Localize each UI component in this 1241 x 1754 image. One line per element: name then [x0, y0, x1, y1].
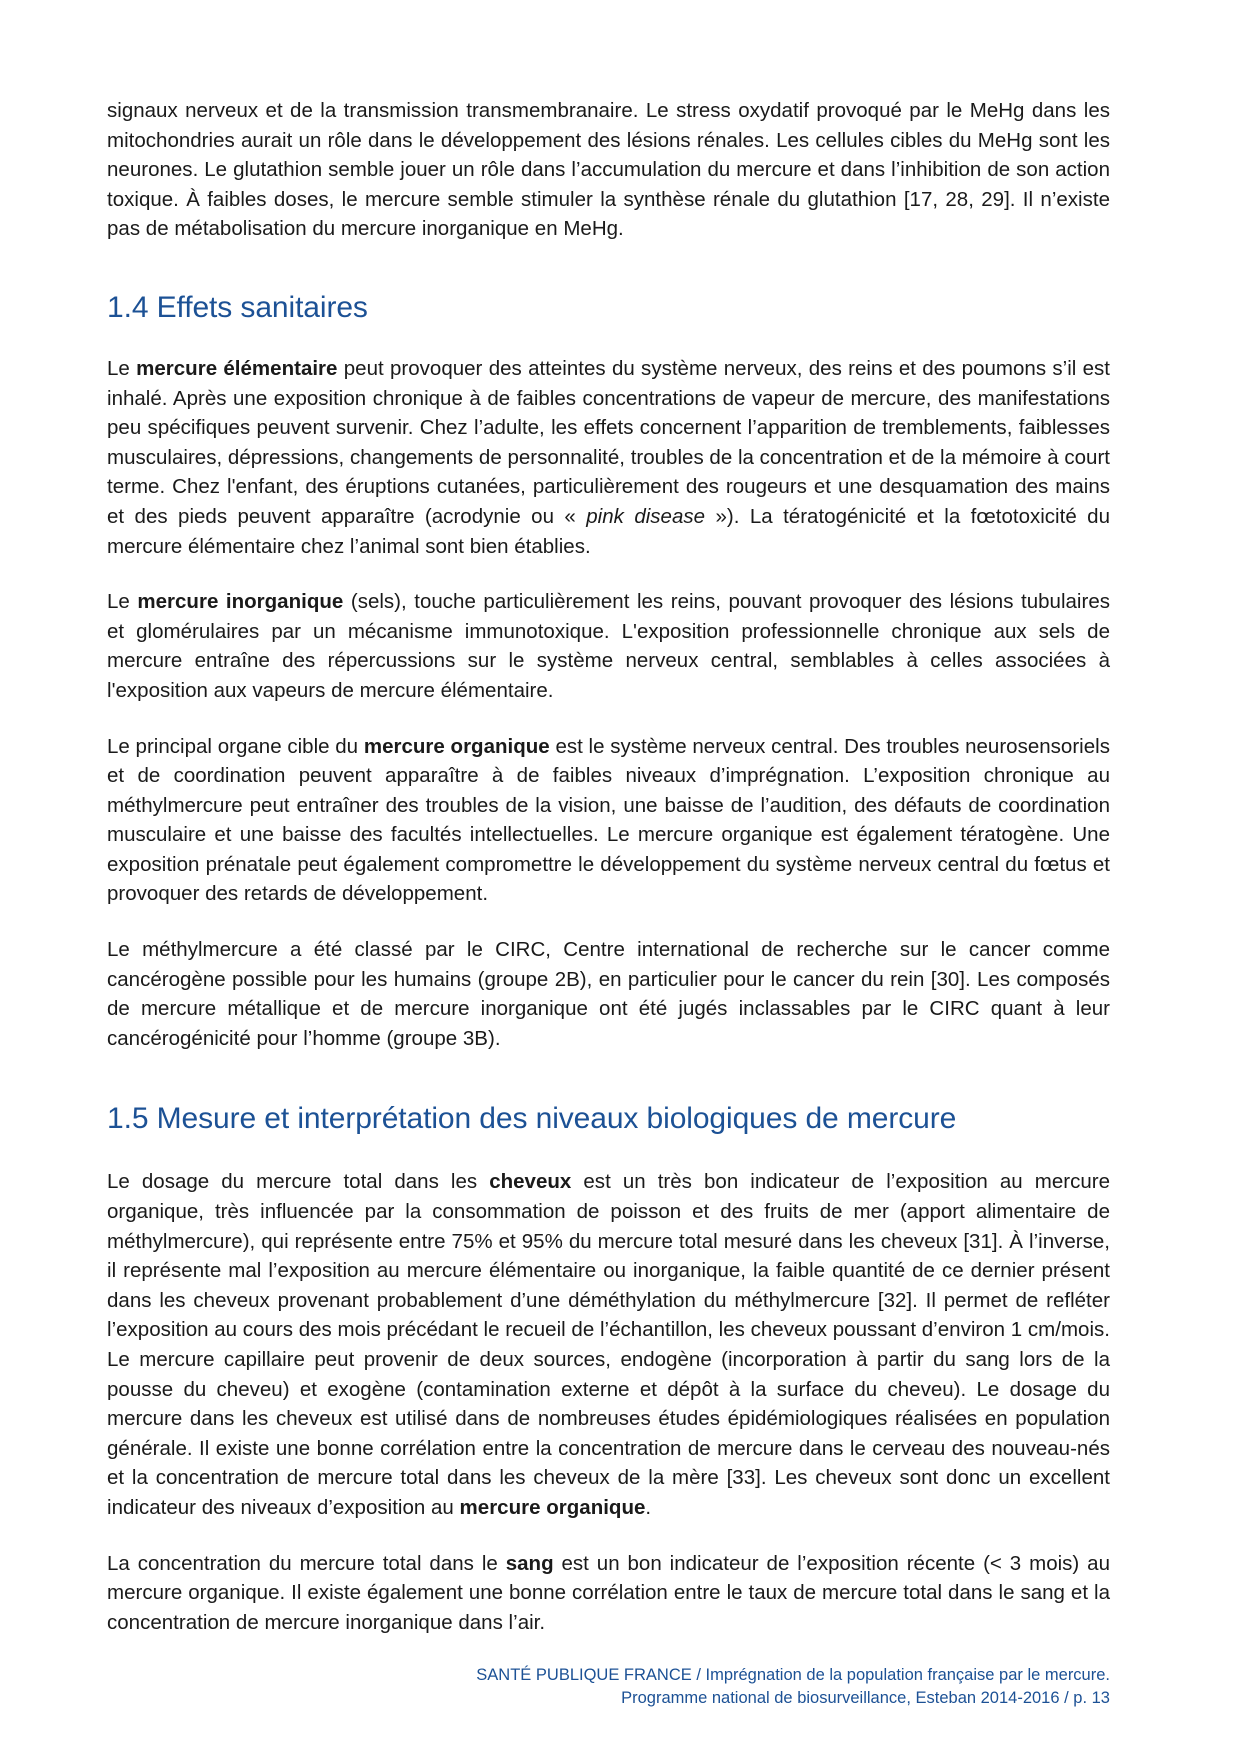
paragraph-mercure-inorganique [107, 587, 1110, 705]
text-run: est le système nerveux central. Des troubles neurosensoriels et de coordination peuvent apparaître à de faibles niveaux d’imprégnation. L’exposition chronique au méthylmercure peut entraîner des troubles de la vision, une baisse de l’audition, des défauts de coordination musculaire et une baisse des facultés intellectuelles. Le mercure organique est également tératogène. Une exposition prénatale peut également compromettre le développement du système nerveux central du fœtus et provoquer des retards de développement. [107, 734, 1110, 906]
paragraph-sang [107, 1549, 1110, 1638]
bold-term-sang: sang [505, 1551, 554, 1575]
paragraph-mercure-elementaire [107, 354, 1110, 561]
text-run: est un bon indicateur de l’exposition récente (< 3 mois) au mercure organique. Il existe également une bonne corrélation entre le taux de mercure total dans le sang et la concentration de mercure inorganique dans l’air. [107, 1551, 1110, 1634]
bold-term-mercure-organique-2: mercure organique [459, 1495, 646, 1519]
page-footer [0, 1664, 1241, 1710]
heading-section-1-5: 1.5 Mesure et interprétation des niveaux biologiques de mercure [107, 1102, 957, 1136]
text-run: peut provoquer des atteintes du système nerveux, des reins et des poumons s’il est inhalé. Après une exposition chronique à de faibles concentrations de vapeur de mercure, des manifestations peu spécifiques peuvent survenir. Chez l’adulte, les effets concernent l’apparition de tremblements, faiblesses musculaires, dépressions, changements de personnalité, troubles de la concentration et de la mémoire à court terme. Chez l'enfant, des éruptions cutanées, particulièrement des rougeurs et une desquamation des mains et des pieds peuvent apparaître (acrodynie ou « [107, 356, 1111, 528]
footer-line-2: Programme national de biosurveillance, Esteban 2014-2016 / p. 13 [621, 1689, 1110, 1707]
text-run: »). La tératogénicité et la fœtotoxicité du mercure élémentaire chez l’animal sont bien établies. [107, 504, 1110, 558]
paragraph-cheveux [107, 1167, 1110, 1522]
heading-section-1-4: 1.4 Effets sanitaires [107, 290, 368, 324]
bold-term-mercure-inorganique: mercure inorganique [137, 590, 344, 614]
text-run: (sels), touche particulièrement les reins, pouvant provoquer des lésions tubulaires et glomérulaires par un mécanisme immunotoxique. L'exposition professionnelle chronique aux sels de mercure entraîne des répercussions sur le système nerveux central, semblables à celles associées à l'exposition aux vapeurs de mercure élémentaire. [107, 590, 1110, 702]
paragraph-circ-classification [107, 935, 1110, 1053]
italic-term-pink-disease: pink disease [586, 504, 706, 528]
bold-term-cheveux: cheveux [489, 1170, 572, 1194]
text-run: Le principal organe cible du [107, 734, 364, 758]
text-run: La concentration du mercure total dans le [107, 1551, 506, 1575]
page-content [107, 96, 1110, 1637]
paragraph-mercure-organique [107, 732, 1110, 910]
text-run: Le [107, 590, 138, 614]
text-run: Le méthylmercure a été classé par le CIRC, Centre international de recherche sur le cancer comme cancérogène possible pour les humains (groupe 2B), en particulier pour le cancer du rein [30]. Les composés de mercure métallique et de mercure inorganique ont été jugés inclassables par le CIRC quant à leur cancérogénicité pour l’homme (groupe 3B). [107, 938, 1110, 1050]
text-run: . [645, 1495, 652, 1519]
text-run: Le [107, 356, 137, 380]
text-run: Le dosage du mercure total dans les [107, 1170, 490, 1194]
paragraph-intro [107, 96, 1110, 244]
bold-term-mercure-elementaire: mercure élémentaire [136, 356, 338, 380]
bold-term-mercure-organique: mercure organique [363, 734, 550, 758]
text-run: signaux nerveux et de la transmission transmembranaire. Le stress oxydatif provoqué par le MeHg dans les mitochondries aurait un rôle dans le développement des lésions rénales. Les cellules cibles du MeHg sont les neurones. Le glutathion semble jouer un rôle dans l’accumulation du mercure et dans l’inhibition de son action toxique. À faibles doses, le mercure semble stimuler la synthèse rénale du glutathion [17, 28, 29]. Il n’existe pas de métabolisation du mercure inorganique en MeHg. [107, 99, 1110, 241]
text-run: est un très bon indicateur de l’exposition au mercure organique, très influencée par la consommation de poisson et des fruits de mer (apport alimentaire de méthylmercure), qui représente entre 75% et 95% du mercure total mesuré dans les cheveux [31]. À l’inverse, il représente mal l’exposition au mercure élémentaire ou inorganique, la faible quantité de ce dernier présent dans les cheveux provenant probablement d’une déméthylation du méthylmercure [32]. Il permet de refléter l’exposition au cours des mois précédant le recueil de l’échantillon, les cheveux poussant d’environ 1 cm/mois. Le mercure capillaire peut provenir de deux sources, endogène (incorporation à partir du sang lors de la pousse du cheveu) et exogène (contamination externe et dépôt à la surface du cheveu). Le dosage du mercure dans les cheveux est utilisé dans de nombreuses études épidémiologiques réalisées en population générale. Il existe une bonne corrélation entre la concentration de mercure dans le cerveau des nouveau-nés et la concentration de mercure total dans les cheveux de la mère [33]. Les cheveux sont donc un excellent indicateur des niveaux d’exposition au [107, 1170, 1110, 1519]
footer-line-1: SANTÉ PUBLIQUE FRANCE / Imprégnation de la population française par le mercure. [476, 1666, 1110, 1684]
